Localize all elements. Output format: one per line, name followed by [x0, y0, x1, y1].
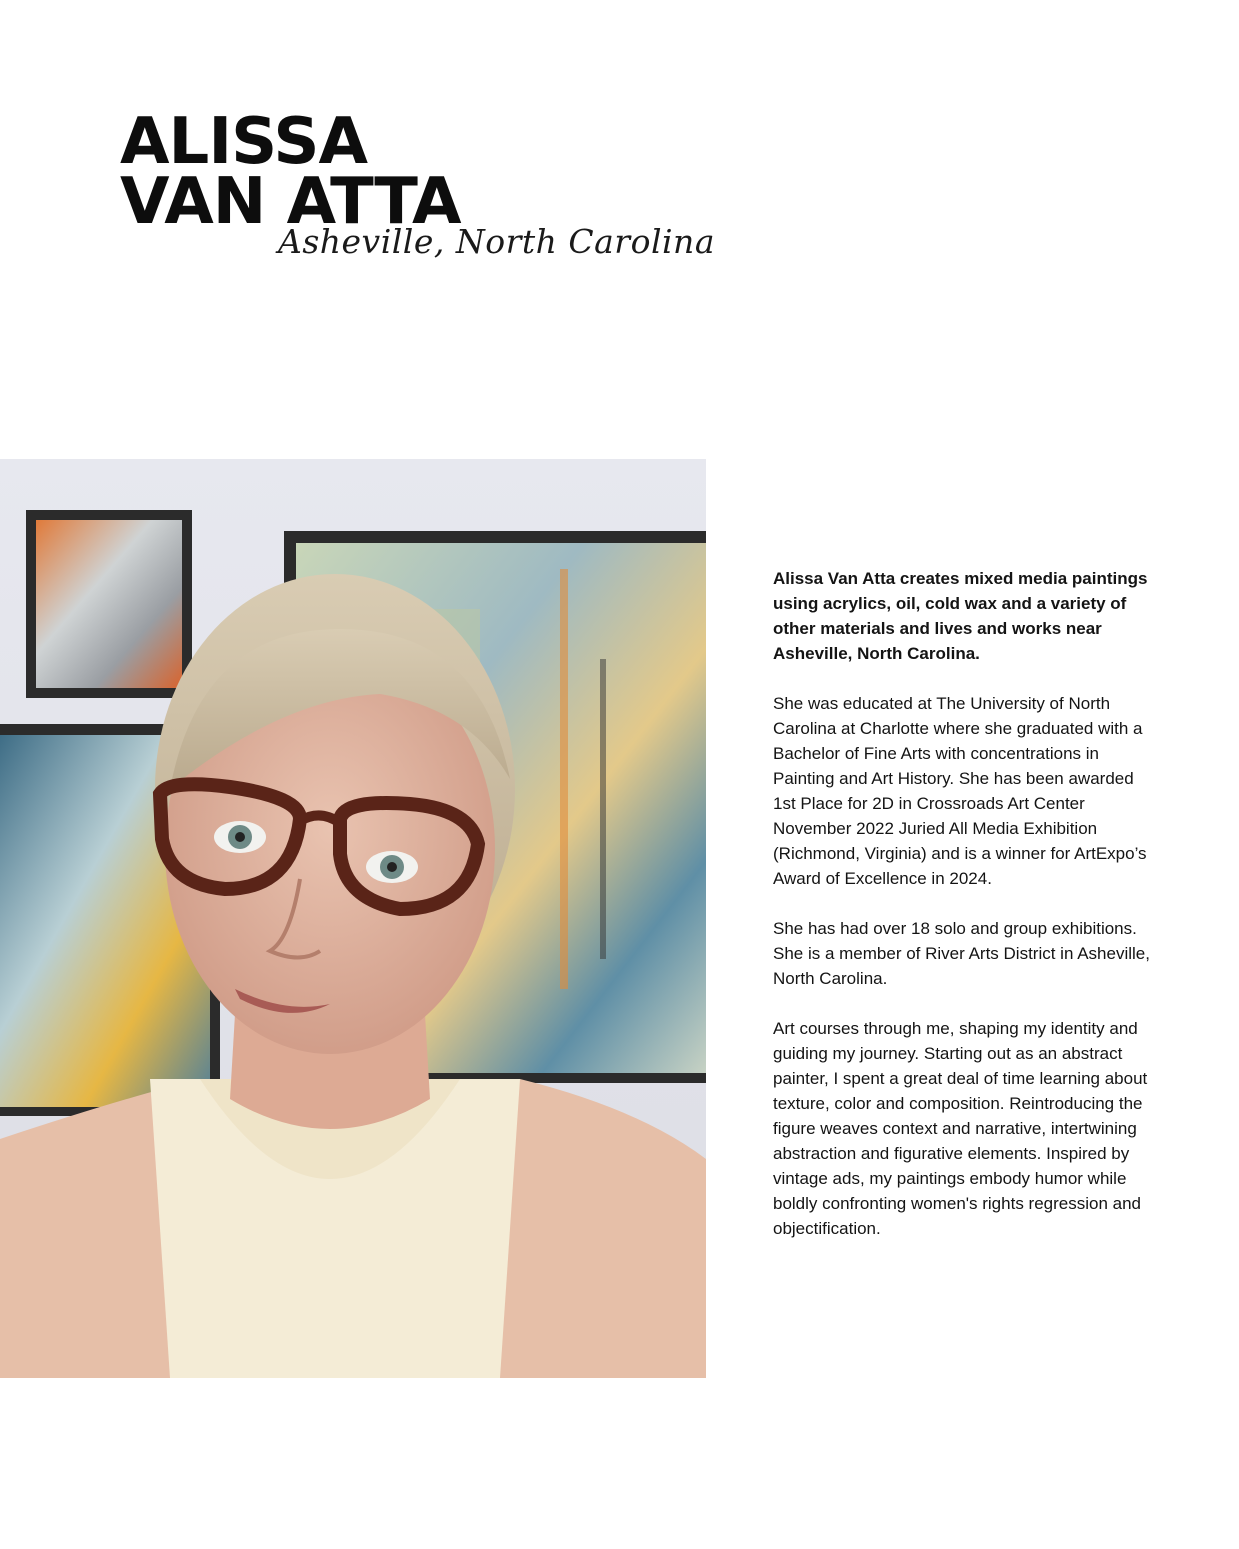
bio-education: She was educated at The University of North Carolina at Charlotte where she graduated with a Bachelor of Fine Arts with concentrations in Painting and Art History. She has been awarded 1st Place for 2D in Crossroads Art Center November 2022 Juried All Media Exhibition (Richmond, Virginia) and is a winner for ArtExpo’s Award of Excellence in 2024. — [773, 694, 1147, 888]
name-line-first: ALISSA — [120, 105, 367, 179]
bio-intro: Alissa Van Atta creates mixed media paintings using acrylics, oil, cold wax and a variety of other materials and lives and works near Asheville, North Carolina. — [773, 569, 1148, 663]
artist-name-heading — [120, 105, 720, 239]
portrait-photo — [0, 459, 706, 1378]
bio-statement: Art courses through me, shaping my identity and guiding my journey. Starting out as an abstract painter, I spent a great deal of time learning about texture, color and composition. Reintroducing the figure weaves context and narrative, intertwining abstraction and figurative elements. Inspired by vintage ads, my paintings embody humor while boldly confronting women's rights regression and objectification. — [773, 1019, 1148, 1238]
name-line-last: VAN ATTA — [120, 165, 461, 239]
bio-exhibitions: She has had over 18 solo and group exhibitions. She is a member of River Arts District in Asheville, North Carolina. — [773, 919, 1150, 988]
location-script: Asheville, North Carolina — [278, 222, 715, 261]
artist-bio — [773, 566, 1153, 1266]
